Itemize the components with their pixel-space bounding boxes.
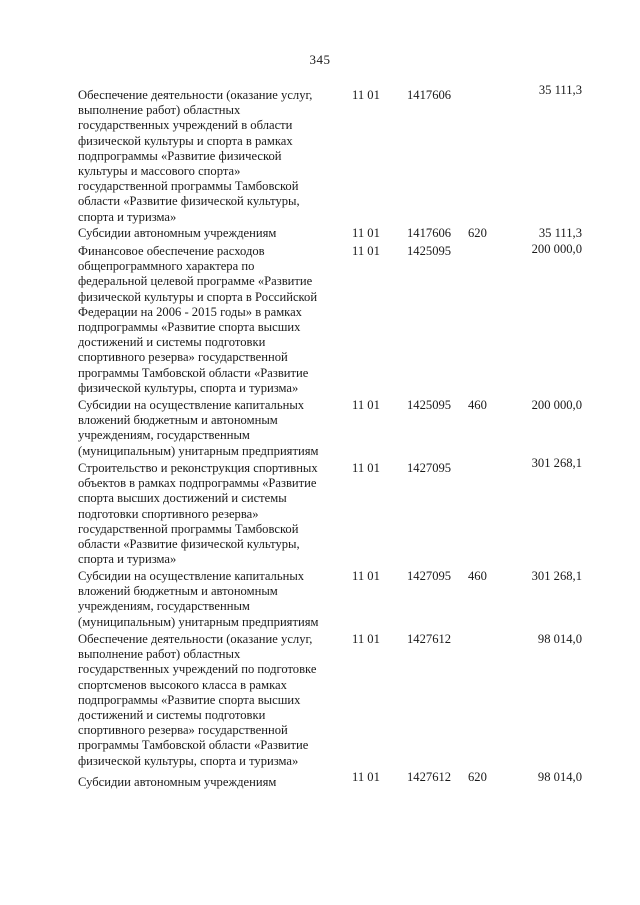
row-section-code: 11 01 [352,244,380,258]
row-description: Субсидии автономным учреждениям [78,775,277,789]
row-section-code: 11 01 [352,569,380,583]
row-description: Субсидии на осуществление капитальных вложений бюджетным и автономным учреждениям, государственным (муниципальным) унитарным предприятиям [78,569,319,629]
row-section-code: 11 01 [352,88,380,102]
row-description: Строительство и реконструкция спортивных объектов в рамках подпрограммы «Развитие спорта высших достижений и системы подготовки спортивного резерва» государственной программы Тамбовской области «Развитие физической культуры, спорта и туризма» [78,461,318,567]
row-description: Финансовое обеспечение расходов общепрограммного характера по федеральной целевой программе «Развитие физической культуры и спорта в Российской Федерации на 2006 - 2015 годы» в рамках подпрограммы «Развитие спорта высших достижений и системы подготовки спортивного резерва» государственной программы Тамбовской области «Развитие физической культуры, спорта и туризма» [78,244,318,395]
row-target-article: 1425095 [407,244,452,258]
row-amount: 200 000,0 [531,398,582,412]
row-description: Обеспечение деятельности (оказание услуг, выполнение работ) областных государственных учреждений по подготовке спортсменов высокого класса в рамках подпрограммы «Развитие спорта высших достижений и системы подготовки спортивного резерва» государственной программы Тамбовской области «Развитие физической культуры, спорта и туризма» [78,632,317,768]
row-section-code: 11 01 [352,226,380,240]
row-description: Субсидии автономным учреждениям [78,226,277,240]
row-expense-kind: 620 [468,770,487,784]
row-amount: 35 111,3 [538,226,582,240]
row-target-article: 1427612 [407,632,452,646]
row-amount: 301 268,1 [531,456,582,470]
row-description: Субсидии на осуществление капитальных вложений бюджетным и автономным учреждениям, государственным (муниципальным) унитарным предприятиям [78,398,319,458]
row-amount: 200 000,0 [531,242,582,256]
row-expense-kind: 620 [468,226,487,240]
row-amount: 98 014,0 [537,770,582,784]
row-amount: 98 014,0 [537,632,582,646]
row-description: Обеспечение деятельности (оказание услуг, выполнение работ) областных государственных учреждений в области физической культуры и спорта в рамках подпрограммы «Развитие физической культуры и массового спорта» государственной программы Тамбовской области «Развитие физической культуры, спорта и туризма» [78,88,313,224]
row-target-article: 1425095 [407,398,452,412]
row-expense-kind: 460 [468,569,487,583]
row-target-article: 1417606 [407,88,452,102]
row-target-article: 1417606 [407,226,452,240]
row-target-article: 1427095 [407,461,452,475]
row-section-code: 11 01 [352,461,380,475]
row-section-code: 11 01 [352,770,380,784]
row-section-code: 11 01 [352,632,380,646]
row-section-code: 11 01 [352,398,380,412]
row-target-article: 1427095 [407,569,452,583]
row-amount: 301 268,1 [531,569,582,583]
row-expense-kind: 460 [468,398,487,412]
row-target-article: 1427612 [407,770,452,784]
row-amount: 35 111,3 [538,83,582,97]
page-number: 345 [309,52,331,67]
